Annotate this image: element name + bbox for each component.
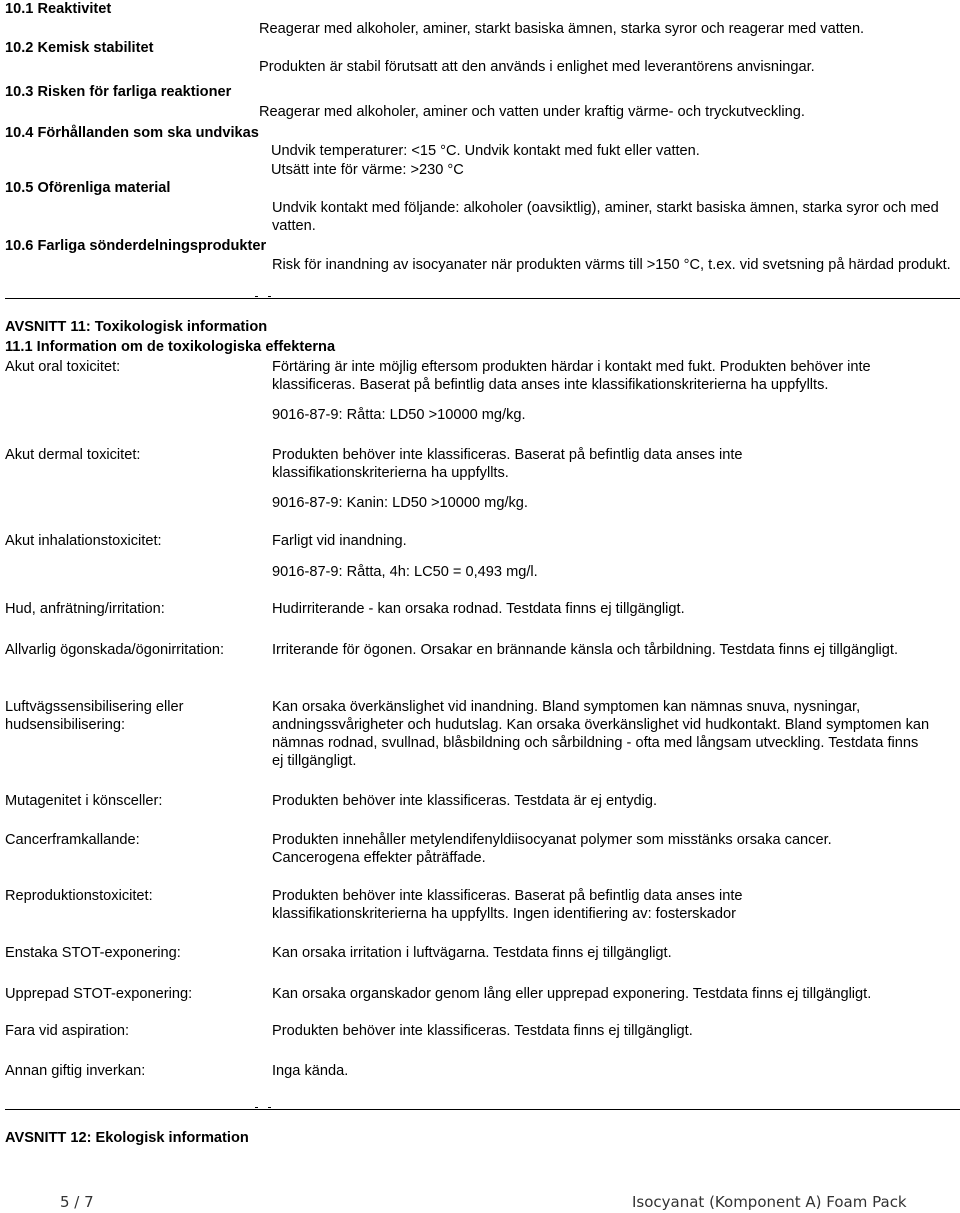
section-11-subtitle: 11.1 Information om de toxikologiska effekterna [5, 339, 336, 355]
tox-label-mutagenicity: Mutagenitet i könsceller: [5, 793, 163, 809]
tox-text-inhalation: Farligt vid inandning. [272, 533, 407, 549]
tox-text-reproduction: Produkten behöver inte klassificeras. Baserat på befintlig data anses inte klassifikationskriterierna ha uppfyllts. Ingen identifiering av: fosterskador [272, 888, 743, 922]
divider-mark [255, 1107, 258, 1108]
tox-text-other: Inga kända. [272, 1063, 349, 1079]
section-divider [5, 298, 960, 299]
page-number: 5 / 7 [60, 1193, 94, 1211]
tox-text-carcinogenicity: Produkten innehåller metylendifenyldiisocyanat polymer som misstänks orsaka cancer. Cancerogena effekter påträffade. [272, 832, 832, 866]
product-name: Isocyanat (Komponent A) Foam Pack [632, 1193, 907, 1211]
section-12-title: AVSNITT 12: Ekologisk information [5, 1130, 249, 1146]
divider-mark [268, 296, 271, 297]
section-divider [5, 1109, 960, 1110]
tox-label-stot-repeated: Upprepad STOT-exponering: [5, 986, 193, 1002]
tox-text-sensitisation: Kan orsaka överkänslighet vid inandning. Bland symptomen kan nämnas snuva, nysningar, andningssvårigheter och hudutslag. Kan orsaka överkänslighet vid hudkontakt. Bland symptomen kan nämnas rodnad, svullnad, blåsbildning och sårbildning - ofta med långsam utveckling. Testdata finns ej tillgängligt. [272, 699, 930, 769]
tox-label-other: Annan giftig inverkan: [5, 1063, 146, 1079]
section-10-4-text: Undvik temperaturer: <15 °C. Undvik kontakt med fukt eller vatten. Utsätt inte för värme: >230 °C [271, 143, 700, 178]
section-10-3-text: Reagerar med alkoholer, aminer och vatten under kraftig värme- och tryckutveckling. [259, 104, 805, 120]
section-10-1-heading: 10.1 Reaktivitet [5, 1, 112, 17]
section-11-title: AVSNITT 11: Toxikologisk information [5, 319, 268, 335]
tox-text-stot-repeated: Kan orsaka organskador genom lång eller upprepad exponering. Testdata finns ej tillgängligt. [272, 986, 872, 1002]
tox-extra-oral: 9016-87-9: Råtta: LD50 >10000 mg/kg. [272, 407, 526, 423]
tox-text-oral: Förtäring är inte möjlig eftersom produkten härdar i kontakt med fukt. Produkten behöver inte klassificeras. Baserat på befintlig data anses inte klassifikationskriterierna ha uppfyllts. [272, 359, 871, 393]
tox-label-stot-single: Enstaka STOT-exponering: [5, 945, 181, 961]
divider-mark [268, 1107, 271, 1108]
tox-extra-inhalation: 9016-87-9: Råtta, 4h: LC50 = 0,493 mg/l. [272, 564, 538, 580]
tox-label-oral: Akut oral toxicitet: [5, 359, 121, 375]
tox-label-dermal: Akut dermal toxicitet: [5, 447, 141, 463]
section-10-1-text: Reagerar med alkoholer, aminer, starkt basiska ämnen, starka syror och reagerar med vatten. [259, 21, 865, 37]
section-10-5-heading: 10.5 Oförenliga material [5, 180, 171, 196]
section-10-3-heading: 10.3 Risken för farliga reaktioner [5, 84, 232, 100]
tox-label-aspiration: Fara vid aspiration: [5, 1023, 130, 1039]
section-10-6-text: Risk för inandning av isocyanater när produkten värms till >150 °C, t.ex. vid svetsning på härdad produkt. [272, 257, 951, 273]
tox-label-skin: Hud, anfrätning/irritation: [5, 601, 165, 617]
section-10-2-heading: 10.2 Kemisk stabilitet [5, 40, 154, 56]
tox-text-stot-single: Kan orsaka irritation i luftvägarna. Testdata finns ej tillgängligt. [272, 945, 672, 961]
tox-label-eye: Allvarlig ögonskada/ögonirritation: [5, 642, 225, 658]
tox-text-eye: Irriterande för ögonen. Orsakar en brännande känsla och tårbildning. Testdata finns ej tillgängligt. [272, 642, 899, 658]
section-10-5-text: Undvik kontakt med följande: alkoholer (oavsiktlig), aminer, starkt basiska ämnen, starka syror och med vatten. [272, 200, 939, 234]
tox-text-mutagenicity: Produkten behöver inte klassificeras. Testdata är ej entydig. [272, 793, 658, 809]
tox-text-aspiration: Produkten behöver inte klassificeras. Testdata finns ej tillgängligt. [272, 1023, 693, 1039]
tox-label-reproduction: Reproduktionstoxicitet: [5, 888, 153, 904]
tox-label-inhalation: Akut inhalationstoxicitet: [5, 533, 162, 549]
tox-text-skin: Hudirriterande - kan orsaka rodnad. Testdata finns ej tillgängligt. [272, 601, 685, 617]
section-10-2-text: Produkten är stabil förutsatt att den används i enlighet med leverantörens anvisningar. [259, 59, 815, 75]
divider-mark [255, 296, 258, 297]
tox-extra-dermal: 9016-87-9: Kanin: LD50 >10000 mg/kg. [272, 495, 528, 511]
section-10-4-heading: 10.4 Förhållanden som ska undvikas [5, 125, 259, 141]
tox-label-carcinogenicity: Cancerframkallande: [5, 832, 140, 848]
section-10-6-heading: 10.6 Farliga sönderdelningsprodukter [5, 238, 267, 254]
tox-text-dermal: Produkten behöver inte klassificeras. Baserat på befintlig data anses inte klassifikationskriterierna ha uppfyllts. [272, 447, 743, 481]
tox-label-sensitisation: Luftvägssensibilisering eller hudsensibilisering: [5, 699, 184, 733]
